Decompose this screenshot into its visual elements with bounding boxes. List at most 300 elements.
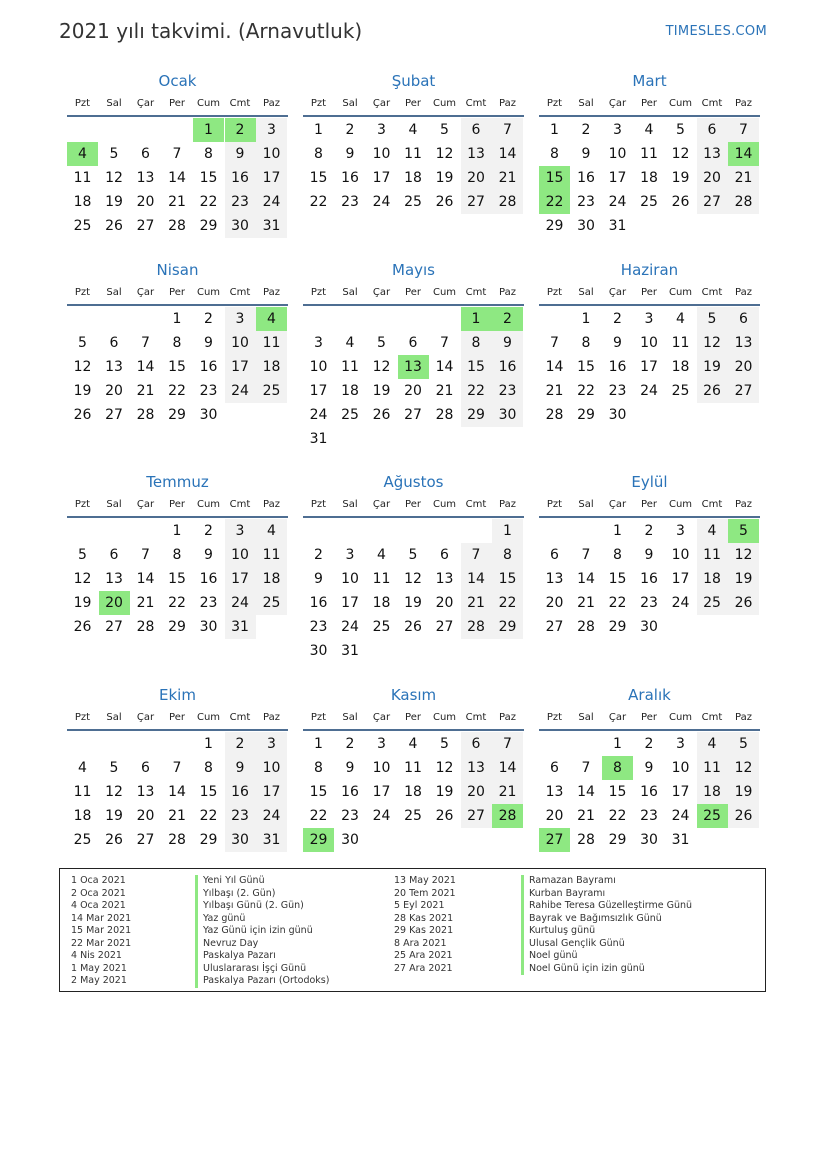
weekday-header: Per — [641, 712, 657, 723]
day-cell: 28 — [492, 190, 523, 214]
weekday-header: Paz — [735, 499, 752, 510]
day-cell: 21 — [492, 780, 523, 804]
day-cell: 22 — [309, 194, 328, 210]
day-cell: 5 — [440, 122, 449, 138]
day-cell: 9 — [581, 146, 591, 162]
weekday-header: Çar — [372, 499, 391, 510]
weekday-header: Pzt — [546, 98, 563, 109]
day-cell: 15 — [608, 784, 627, 800]
day-cell: 15 — [168, 571, 186, 587]
weekday-header: Pzt — [74, 499, 91, 510]
legend-date: 4 Oca 2021 — [71, 900, 126, 911]
legend-holiday-name: Ramazan Bayramı — [521, 875, 692, 888]
brand-link[interactable]: TIMESLES.COM — [665, 24, 767, 39]
day-cell: 28 — [168, 832, 186, 848]
day-cell: 12 — [73, 359, 92, 375]
day-cell: 21 — [168, 808, 186, 824]
day-cell: 19 — [435, 170, 454, 186]
day-cell: 30 — [225, 828, 256, 852]
day-cell: 19 — [372, 383, 391, 399]
day-cell: 18 — [341, 383, 359, 399]
day-cell: 20 — [461, 780, 492, 804]
day-cell: 13 — [461, 142, 492, 166]
day-cell: 22 — [199, 194, 218, 210]
day-cell: 19 — [73, 595, 92, 611]
day-cell: 11 — [404, 760, 422, 776]
month-name: Ocak — [158, 72, 197, 90]
day-cell: 9 — [345, 760, 355, 776]
day-cell: 2 — [345, 122, 355, 138]
day-cell: 3 — [225, 307, 256, 331]
day-cell: 15 — [539, 166, 570, 190]
weekday-header: Sal — [342, 712, 358, 723]
day-cell: 23 — [199, 383, 218, 399]
day-cell: 16 — [341, 170, 359, 186]
day-cell: 16 — [225, 166, 256, 190]
day-cell: 6 — [109, 335, 119, 351]
day-cell: 8 — [314, 146, 323, 162]
month-8 — [303, 473, 524, 673]
day-cell: 18 — [404, 170, 422, 186]
day-cell: 24 — [671, 595, 690, 611]
weekday-header: Cum — [432, 712, 457, 723]
day-cell: 25 — [697, 804, 728, 828]
month-6 — [539, 261, 760, 461]
day-cell: 7 — [440, 335, 449, 351]
weekday-header: Cum — [196, 98, 221, 109]
day-cell: 9 — [204, 547, 213, 563]
day-cell: 19 — [105, 808, 123, 824]
day-cell: 26 — [728, 591, 759, 615]
day-cell: 23 — [640, 595, 658, 611]
month-divider — [67, 115, 288, 117]
day-cell: 19 — [404, 595, 422, 611]
page-title: 2021 yılı takvimi. (Arnavutluk) — [59, 19, 363, 43]
day-cell: 6 — [109, 547, 119, 563]
day-cell: 2 — [644, 736, 654, 752]
day-cell: 2 — [225, 732, 256, 756]
day-cell: 1 — [581, 311, 591, 327]
day-cell: 10 — [225, 543, 256, 567]
legend-holiday-name: Nevruz Day — [195, 938, 329, 951]
day-cell: 2 — [204, 523, 213, 539]
day-cell: 16 — [640, 784, 658, 800]
day-cell: 1 — [172, 523, 182, 539]
weekday-header: Pzt — [310, 712, 327, 723]
day-cell: 8 — [550, 146, 559, 162]
day-cell: 7 — [581, 760, 591, 776]
day-cell: 9 — [644, 547, 654, 563]
day-cell: 17 — [256, 166, 287, 190]
day-cell: 10 — [671, 760, 690, 776]
day-cell: 14 — [492, 756, 523, 780]
day-cell: 21 — [136, 595, 155, 611]
weekday-header: Paz — [499, 499, 516, 510]
day-cell: 9 — [345, 146, 355, 162]
holiday-legend — [59, 868, 766, 992]
day-cell: 25 — [640, 194, 658, 210]
day-cell: 7 — [461, 543, 492, 567]
legend-holiday-name: Noel günü — [521, 950, 692, 963]
month-divider — [539, 516, 760, 518]
day-cell: 15 — [309, 170, 328, 186]
day-cell: 5 — [78, 335, 87, 351]
weekday-header: Pzt — [546, 287, 563, 298]
day-cell: 4 — [697, 732, 728, 756]
day-cell: 21 — [136, 383, 155, 399]
legend-holiday-name: Yılbaşı Günü (2. Gün) — [195, 900, 329, 913]
month-name: Ekim — [159, 686, 196, 704]
day-cell: 22 — [461, 379, 492, 403]
day-cell: 7 — [550, 335, 559, 351]
day-cell: 19 — [697, 355, 728, 379]
legend-date: 1 Oca 2021 — [71, 875, 126, 886]
month-name: Nisan — [156, 261, 199, 279]
day-cell: 13 — [105, 571, 123, 587]
day-cell: 31 — [341, 643, 359, 659]
day-cell: 8 — [204, 760, 213, 776]
day-cell: 30 — [225, 214, 256, 238]
day-cell: 5 — [408, 547, 418, 563]
day-cell: 14 — [461, 567, 492, 591]
day-cell: 21 — [577, 595, 595, 611]
month-name: Temmuz — [146, 473, 209, 491]
day-cell: 1 — [613, 523, 622, 539]
weekday-header: Çar — [136, 712, 155, 723]
month-name: Haziran — [620, 261, 679, 279]
day-cell: 15 — [461, 355, 492, 379]
day-cell: 18 — [256, 567, 287, 591]
day-cell: 24 — [256, 190, 287, 214]
day-cell: 18 — [256, 355, 287, 379]
day-cell: 17 — [372, 170, 391, 186]
weekday-header: Paz — [499, 712, 516, 723]
day-cell: 27 — [136, 218, 155, 234]
day-cell: 17 — [256, 780, 287, 804]
day-cell: 7 — [141, 547, 150, 563]
legend-holiday-name: Paskalya Pazarı (Ortodoks) — [195, 975, 329, 988]
day-cell: 6 — [141, 146, 150, 162]
weekday-header: Çar — [372, 712, 391, 723]
day-cell: 21 — [545, 383, 564, 399]
weekday-header: Sal — [106, 287, 122, 298]
day-cell: 29 — [303, 828, 334, 852]
day-cell: 5 — [676, 122, 685, 138]
day-cell: 9 — [613, 335, 622, 351]
day-cell: 26 — [697, 379, 728, 403]
day-cell: 24 — [671, 808, 690, 824]
legend-names-left — [195, 875, 329, 988]
weekday-header: Çar — [608, 287, 627, 298]
day-cell: 8 — [172, 335, 182, 351]
legend-dates-right — [394, 875, 456, 975]
day-cell: 16 — [225, 780, 256, 804]
day-cell: 27 — [105, 619, 123, 635]
day-cell: 9 — [225, 142, 256, 166]
weekday-header: Pzt — [310, 98, 327, 109]
day-cell: 3 — [676, 736, 685, 752]
day-cell: 21 — [435, 383, 454, 399]
legend-holiday-name: Bayrak ve Bağımsızlık Günü — [521, 913, 692, 926]
day-cell: 2 — [613, 311, 622, 327]
day-cell: 15 — [168, 359, 186, 375]
day-cell: 10 — [671, 547, 690, 563]
day-cell: 11 — [73, 170, 92, 186]
day-cell: 19 — [73, 383, 92, 399]
day-cell: 28 — [728, 190, 759, 214]
day-cell: 3 — [345, 547, 355, 563]
day-cell: 10 — [225, 331, 256, 355]
day-cell: 20 — [545, 808, 564, 824]
weekday-header: Cmt — [229, 499, 251, 510]
day-cell: 22 — [309, 808, 328, 824]
month-11 — [303, 686, 524, 886]
weekday-header: Pzt — [74, 98, 91, 109]
day-cell: 20 — [105, 383, 123, 399]
day-cell: 7 — [728, 118, 759, 142]
day-cell: 12 — [372, 359, 391, 375]
day-cell: 13 — [545, 571, 564, 587]
month-2 — [303, 72, 524, 272]
day-cell: 10 — [256, 756, 287, 780]
day-cell: 26 — [105, 218, 123, 234]
day-cell: 4 — [256, 307, 287, 331]
day-cell: 18 — [697, 780, 728, 804]
legend-holiday-name: Kurtuluş günü — [521, 925, 692, 938]
day-cell: 31 — [671, 832, 690, 848]
day-cell: 31 — [309, 431, 328, 447]
day-cell: 26 — [435, 808, 454, 824]
legend-dates-left — [71, 875, 131, 988]
day-cell: 13 — [697, 142, 728, 166]
day-cell: 8 — [314, 760, 323, 776]
legend-holiday-name: Yaz Günü için izin günü — [195, 925, 329, 938]
day-cell: 21 — [577, 808, 595, 824]
weekday-header: Sal — [578, 499, 594, 510]
day-cell: 16 — [199, 571, 218, 587]
day-cell: 1 — [461, 307, 492, 331]
weekday-header: Per — [169, 98, 185, 109]
legend-date: 1 May 2021 — [71, 962, 127, 974]
month-divider — [303, 304, 524, 306]
month-1 — [67, 72, 288, 272]
day-cell: 30 — [640, 619, 658, 635]
day-cell: 13 — [136, 784, 155, 800]
weekday-header: Çar — [136, 98, 155, 109]
day-cell: 12 — [728, 756, 759, 780]
day-cell: 30 — [492, 403, 523, 427]
weekday-header: Cmt — [701, 712, 723, 723]
day-cell: 7 — [172, 146, 182, 162]
day-cell: 15 — [199, 170, 218, 186]
day-cell: 6 — [141, 760, 150, 776]
day-cell: 1 — [314, 736, 323, 752]
day-cell: 26 — [372, 407, 391, 423]
weekday-header: Per — [169, 712, 185, 723]
weekday-header: Çar — [372, 287, 391, 298]
day-cell: 12 — [404, 571, 422, 587]
day-cell: 20 — [136, 808, 155, 824]
month-9 — [539, 473, 760, 673]
weekday-header: Per — [169, 499, 185, 510]
month-divider — [303, 516, 524, 518]
day-cell: 22 — [539, 190, 570, 214]
day-cell: 10 — [608, 146, 627, 162]
day-cell: 16 — [492, 355, 523, 379]
weekday-header: Paz — [263, 98, 280, 109]
day-cell: 12 — [105, 170, 123, 186]
day-cell: 13 — [545, 784, 564, 800]
day-cell: 28 — [136, 407, 155, 423]
day-cell: 21 — [168, 194, 186, 210]
weekday-header: Sal — [578, 287, 594, 298]
weekday-header: Pzt — [546, 499, 563, 510]
day-cell: 28 — [136, 619, 155, 635]
day-cell: 20 — [545, 595, 564, 611]
legend-date: 4 Nis 2021 — [71, 950, 122, 961]
weekday-header: Per — [405, 287, 421, 298]
weekday-header: Cmt — [229, 712, 251, 723]
day-cell: 20 — [728, 355, 759, 379]
day-cell: 5 — [728, 732, 759, 756]
day-cell: 16 — [577, 170, 595, 186]
day-cell: 8 — [581, 335, 591, 351]
day-cell: 27 — [435, 619, 454, 635]
day-cell: 21 — [728, 166, 759, 190]
day-cell: 26 — [105, 832, 123, 848]
legend-holiday-name: Ulusal Gençlik Günü — [521, 938, 692, 951]
day-cell: 27 — [404, 407, 422, 423]
day-cell: 2 — [644, 523, 654, 539]
day-cell: 23 — [577, 194, 595, 210]
weekday-header: Sal — [106, 712, 122, 723]
day-cell: 23 — [492, 379, 523, 403]
day-cell: 1 — [204, 736, 213, 752]
day-cell: 6 — [440, 547, 449, 563]
day-cell: 14 — [168, 170, 186, 186]
weekday-header: Çar — [608, 98, 627, 109]
day-cell: 29 — [461, 403, 492, 427]
day-cell: 8 — [172, 547, 182, 563]
day-cell: 26 — [73, 407, 92, 423]
day-cell: 7 — [141, 335, 150, 351]
day-cell: 24 — [341, 619, 359, 635]
legend-holiday-name: Paskalya Pazarı — [195, 950, 329, 963]
month-divider — [67, 304, 288, 306]
weekday-header: Cmt — [229, 287, 251, 298]
day-cell: 1 — [172, 311, 182, 327]
day-cell: 14 — [577, 784, 595, 800]
day-cell: 18 — [372, 595, 391, 611]
legend-holiday-name: Uluslararası İşçi Günü — [195, 963, 329, 976]
day-cell: 22 — [608, 595, 627, 611]
day-cell: 25 — [256, 591, 287, 615]
weekday-header: Cum — [196, 287, 221, 298]
day-cell: 17 — [671, 571, 690, 587]
day-cell: 23 — [309, 619, 328, 635]
day-cell: 12 — [435, 146, 454, 162]
weekday-header: Paz — [263, 712, 280, 723]
day-cell: 29 — [492, 615, 523, 639]
legend-date: 5 Eyl 2021 — [394, 900, 445, 911]
weekday-header: Cum — [668, 98, 693, 109]
day-cell: 6 — [461, 732, 492, 756]
legend-date: 13 May 2021 — [394, 875, 456, 886]
day-cell: 20 — [461, 166, 492, 190]
weekday-header: Çar — [608, 712, 627, 723]
weekday-header: Pzt — [74, 287, 91, 298]
day-cell: 25 — [404, 808, 422, 824]
day-cell: 25 — [73, 832, 92, 848]
weekday-header: Cum — [432, 98, 457, 109]
weekday-header: Sal — [106, 499, 122, 510]
day-cell: 24 — [372, 808, 391, 824]
weekday-header: Cum — [196, 712, 221, 723]
day-cell: 4 — [78, 760, 87, 776]
day-cell: 18 — [404, 784, 422, 800]
legend-date: 15 Mar 2021 — [71, 925, 132, 936]
day-cell: 19 — [671, 170, 690, 186]
day-cell: 2 — [204, 311, 213, 327]
legend-date: 25 Ara 2021 — [394, 950, 453, 961]
day-cell: 4 — [256, 519, 287, 543]
month-divider — [303, 729, 524, 731]
weekday-header: Sal — [342, 98, 358, 109]
day-cell: 22 — [577, 383, 595, 399]
month-name: Aralık — [628, 686, 671, 704]
day-cell: 14 — [136, 571, 155, 587]
day-cell: 4 — [408, 736, 418, 752]
day-cell: 3 — [225, 519, 256, 543]
month-divider — [539, 304, 760, 306]
legend-date: 8 Ara 2021 — [394, 937, 447, 949]
weekday-header: Paz — [263, 287, 280, 298]
day-cell: 18 — [640, 170, 658, 186]
day-cell: 21 — [492, 166, 523, 190]
day-cell: 16 — [199, 359, 218, 375]
day-cell: 12 — [105, 784, 123, 800]
month-name: Mart — [632, 72, 667, 90]
day-cell: 5 — [109, 760, 119, 776]
day-cell: 10 — [256, 142, 287, 166]
day-cell: 24 — [309, 407, 328, 423]
weekday-header: Çar — [136, 287, 155, 298]
weekday-header: Per — [169, 287, 185, 298]
day-cell: 30 — [608, 407, 627, 423]
day-cell: 1 — [314, 122, 323, 138]
day-cell: 11 — [372, 571, 391, 587]
day-cell: 18 — [671, 359, 690, 375]
day-cell: 12 — [671, 146, 690, 162]
day-cell: 14 — [492, 142, 523, 166]
day-cell: 15 — [608, 571, 627, 587]
weekday-header: Per — [641, 499, 657, 510]
day-cell: 26 — [435, 194, 454, 210]
day-cell: 2 — [581, 122, 591, 138]
day-cell: 23 — [341, 808, 359, 824]
day-cell: 7 — [492, 732, 523, 756]
day-cell: 4 — [644, 122, 654, 138]
legend-holiday-name: Rahibe Teresa Güzelleştirme Günü — [521, 900, 692, 913]
weekday-header: Sal — [342, 499, 358, 510]
weekday-header: Per — [405, 499, 421, 510]
day-cell: 22 — [168, 383, 186, 399]
legend-names-right — [521, 875, 692, 975]
day-cell: 6 — [461, 118, 492, 142]
weekday-header: Cum — [668, 712, 693, 723]
month-divider — [303, 115, 524, 117]
day-cell: 29 — [545, 218, 564, 234]
